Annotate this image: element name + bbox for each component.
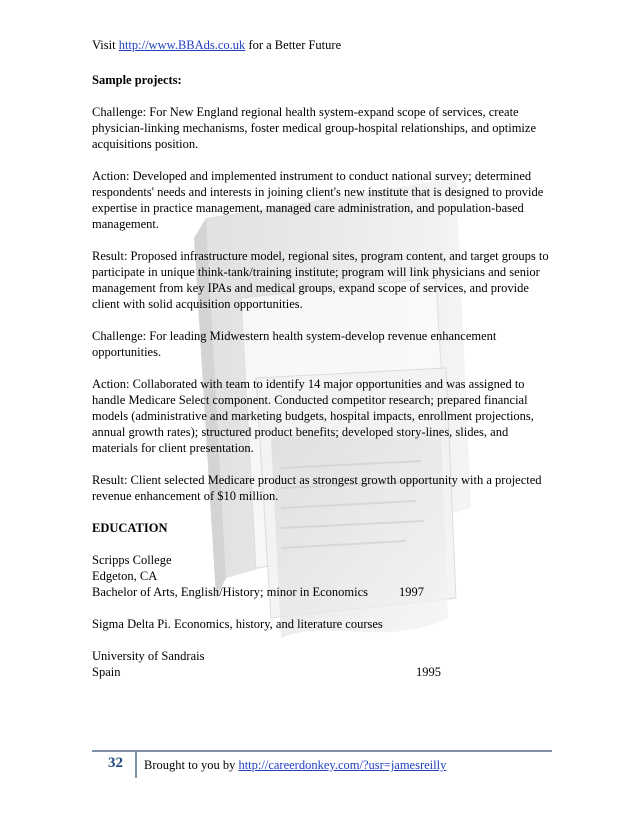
paragraph-challenge-1: Challenge: For New England regional health system-expand scope of services, create physician-linking mechanisms, foster medical group-hospital relationships, and optimize acquisitions position. [92, 105, 537, 151]
footer-rule [92, 750, 552, 752]
education-heading: EDUCATION [92, 521, 168, 535]
paragraph-action-2: Action: Collaborated with team to identify 14 major opportunities and was assigned to handle Medicare Select component. Conducted competitor research; prepared financial models (administrative and marketing budgets, hospital impacts, enrollment projections, annual growth rates); structured product benefits; developed story-lines, slides, and materials for client presentation. [92, 377, 534, 455]
degree-year: 1997 [399, 585, 424, 599]
document-body [92, 72, 550, 680]
school-location-row [92, 664, 550, 680]
footer-divider [135, 752, 137, 778]
education-entry-2 [92, 648, 550, 680]
degree-row [92, 584, 550, 600]
header-prefix: Visit [92, 38, 119, 52]
paragraph-action-1: Action: Developed and implemented instrument to conduct national survey; determined respondents' needs and interests in joining client's new institute that is designed to provide expertise in practice management, managed care administration, and population-based management. [92, 169, 544, 231]
footer-prefix: Brought to you by [144, 758, 239, 772]
degree-text: Bachelor of Arts, English/History; minor in Economics [92, 585, 369, 599]
header-link[interactable]: http://www.BBAds.co.uk [118, 38, 246, 52]
honor-text: Sigma Delta Pi. Economics, history, and literature courses [92, 617, 383, 631]
school-name: Scripps College [92, 553, 172, 567]
header-suffix: for a Better Future [245, 38, 342, 52]
page-header [92, 38, 341, 53]
school-name: University of Sandrais [92, 649, 205, 663]
paragraph-result-2: Result: Client selected Medicare product as strongest growth opportunity with a projected revenue enhancement of $10 million. [92, 473, 542, 503]
footer-link[interactable]: http://careerdonkey.com/?usr=jamesreilly [238, 758, 447, 772]
education-entry-1 [92, 552, 550, 600]
paragraph-result-1: Result: Proposed infrastructure model, regional sites, program content, and target groups to participate in unique think-tank/training institute; program will link physicians and senior management from key IPAs and medical groups, expand scope of services, and provide client with solid acquisition opportunities. [92, 249, 549, 311]
footer-credit [144, 758, 446, 773]
page-number: 32 [108, 755, 123, 771]
school-location: Spain [92, 665, 121, 679]
sample-projects-heading: Sample projects: [92, 73, 182, 87]
school-location: Edgeton, CA [92, 569, 158, 583]
paragraph-challenge-2: Challenge: For leading Midwestern health system-develop revenue enhancement opportunities. [92, 329, 497, 359]
school-year: 1995 [416, 665, 441, 679]
